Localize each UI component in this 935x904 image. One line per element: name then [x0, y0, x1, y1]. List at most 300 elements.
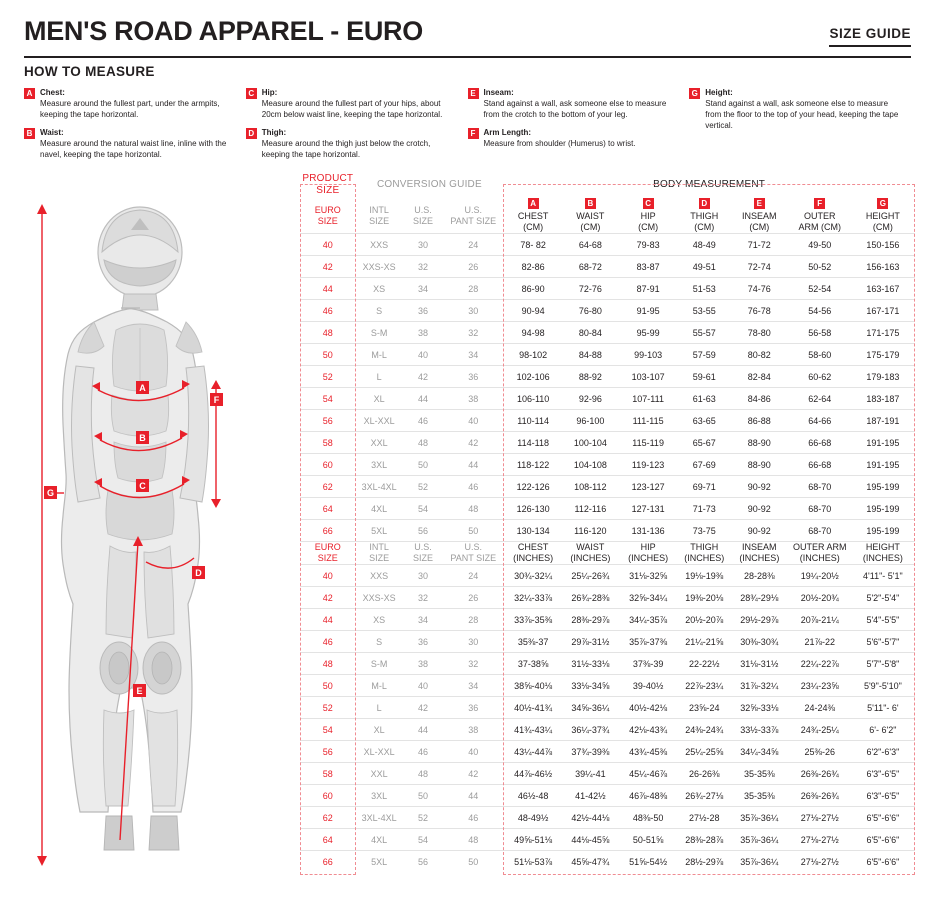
cell-measurement: 53-55: [679, 300, 730, 322]
cell-measurement: 191-195: [851, 454, 915, 476]
cell-measurement: 25¼-25⅝: [679, 741, 730, 763]
cell-measurement: 29⅞-31½: [563, 631, 618, 653]
cell-measurement: 86-88: [730, 410, 789, 432]
cell-measurement: 32¼-33⅞: [503, 587, 563, 609]
measure-text: [262, 87, 456, 120]
cell-conversion: 40: [443, 410, 503, 432]
cell-conversion: 42: [403, 697, 444, 719]
cell-measurement: 90-92: [730, 476, 789, 498]
cell-euro-size: 42: [300, 256, 356, 278]
cm-header-row: [300, 198, 915, 234]
cell-measurement: 64-68: [563, 234, 618, 256]
cell-measurement: 68-70: [789, 476, 851, 498]
cell-measurement: 27⅛-27½: [789, 829, 851, 851]
cell-measurement: 50-52: [789, 256, 851, 278]
cell-euro-size: 40: [300, 565, 356, 587]
cell-measurement: 35-35⅜: [730, 785, 789, 807]
cell-conversion: 44: [403, 719, 444, 741]
letter-badge-g: G: [689, 88, 700, 99]
cell-measurement: 156-163: [851, 256, 915, 278]
header-divider: [24, 56, 911, 58]
cell-conversion: 36: [403, 631, 444, 653]
cell-measurement: 94-98: [503, 322, 563, 344]
cell-measurement: 68-72: [563, 256, 618, 278]
measure-text: [40, 127, 234, 160]
cell-euro-size: 50: [300, 675, 356, 697]
cell-measurement: 167-171: [851, 300, 915, 322]
col-euro-size-in: EURO SIZE: [300, 542, 356, 565]
cell-euro-size: 58: [300, 763, 356, 785]
cell-conversion: 48: [403, 432, 444, 454]
cell-conversion: 38: [443, 719, 503, 741]
cell-conversion: 42: [403, 366, 444, 388]
cell-measurement: 5'4"-5'5": [851, 609, 915, 631]
cell-measurement: 74-76: [730, 278, 789, 300]
cell-measurement: 25¼-26¾: [563, 565, 618, 587]
cell-measurement: 123-127: [618, 476, 679, 498]
cell-measurement: 102-106: [503, 366, 563, 388]
cell-measurement: 28⅜-28⅞: [679, 829, 730, 851]
cell-conversion: 3XL-4XL: [356, 476, 403, 498]
cell-measurement: 48-49: [679, 234, 730, 256]
cell-conversion: 30: [443, 300, 503, 322]
cell-measurement: 179-183: [851, 366, 915, 388]
cell-measurement: 21⅞-22: [789, 631, 851, 653]
table-row: [300, 851, 915, 873]
cell-conversion: 42: [443, 432, 503, 454]
cell-measurement: 88-90: [730, 432, 789, 454]
measure-item: [689, 87, 899, 131]
table-row: [300, 322, 915, 344]
col-us-pant-size-in: U.S. PANT SIZE: [443, 542, 503, 565]
measure-item: [24, 87, 234, 120]
cell-conversion: 48: [403, 763, 444, 785]
letter-badge-b: B: [24, 128, 35, 139]
table-row: [300, 675, 915, 697]
cell-euro-size: 42: [300, 587, 356, 609]
cell-measurement: 119-123: [618, 454, 679, 476]
cell-conversion: 50: [403, 785, 444, 807]
cell-conversion: 34: [443, 675, 503, 697]
table-row: [300, 520, 915, 542]
cell-measurement: 100-104: [563, 432, 618, 454]
cell-measurement: 171-175: [851, 322, 915, 344]
cell-euro-size: 40: [300, 234, 356, 256]
cell-measurement: 35-35⅜: [730, 763, 789, 785]
cell-conversion: 28: [443, 278, 503, 300]
measure-text: [40, 87, 234, 120]
cell-measurement: 68-70: [789, 520, 851, 542]
cell-measurement: 5'2"-5'4": [851, 587, 915, 609]
inch-rows: [300, 565, 915, 873]
cell-measurement: 86-90: [503, 278, 563, 300]
cell-conversion: 48: [443, 498, 503, 520]
cell-conversion: 5XL: [356, 851, 403, 873]
cell-measurement: 115-119: [618, 432, 679, 454]
cell-measurement: 90-92: [730, 498, 789, 520]
marker-a: A: [139, 383, 146, 393]
cell-conversion: XS: [356, 609, 403, 631]
cell-measurement: 27⅛-27½: [789, 851, 851, 873]
table-row: [300, 498, 915, 520]
cell-measurement: 37-38⅝: [503, 653, 563, 675]
cell-measurement: 35⅞-36¼: [730, 851, 789, 873]
cell-conversion: XL-XXL: [356, 741, 403, 763]
cell-measurement: 5'7"-5'8": [851, 653, 915, 675]
cell-euro-size: 58: [300, 432, 356, 454]
group-conversion-guide-label: CONVERSION GUIDE: [376, 179, 482, 190]
cell-measurement: 26-26⅜: [679, 763, 730, 785]
cell-measurement: 20⅞-21¼: [789, 609, 851, 631]
cell-measurement: 87-91: [618, 278, 679, 300]
cell-measurement: 127-131: [618, 498, 679, 520]
cell-conversion: 48: [443, 829, 503, 851]
letter-badge-f: F: [814, 198, 825, 209]
table-row: [300, 234, 915, 256]
cell-measurement: 43¾-45⅜: [618, 741, 679, 763]
size-guide-label: SIZE GUIDE: [829, 26, 911, 47]
measure-desc: Measure around the fullest part, under the armpits, keeping the tape horizontal.: [40, 99, 220, 119]
cell-conversion: 44: [403, 388, 444, 410]
cell-conversion: 5XL: [356, 520, 403, 542]
group-product-size: [300, 172, 356, 198]
cell-measurement: 22⅞-23¼: [679, 675, 730, 697]
cell-measurement: 40½-42⅛: [618, 697, 679, 719]
cell-conversion: 28: [443, 609, 503, 631]
measure-item: [468, 87, 678, 120]
cell-measurement: 19⅜-20⅛: [679, 587, 730, 609]
cell-measurement: 66-68: [789, 432, 851, 454]
cell-conversion: 50: [443, 520, 503, 542]
marker-b: B: [139, 433, 146, 443]
cell-measurement: 52-54: [789, 278, 851, 300]
measure-item: [468, 127, 678, 149]
letter-badge-e: E: [468, 88, 479, 99]
col-outer-arm-cm: F OUTER ARM (CM): [798, 199, 841, 232]
cell-measurement: 41¾-43¼: [503, 719, 563, 741]
cell-measurement: 19⅛-19⅜: [679, 565, 730, 587]
cell-measurement: 46½-48: [503, 785, 563, 807]
cell-measurement: 32⅝-34¼: [618, 587, 679, 609]
cell-conversion: XL: [356, 719, 403, 741]
measure-name: Height:: [705, 88, 733, 97]
measure-desc: Measure around the fullest part of your hips, about 20cm below waist line, keeping the tape horizontal.: [261, 99, 443, 119]
cell-measurement: 51⅝-54½: [618, 851, 679, 873]
table-row: [300, 410, 915, 432]
cell-conversion: S-M: [356, 322, 403, 344]
cell-measurement: 60-62: [789, 366, 851, 388]
letter-badge-b: B: [585, 198, 596, 209]
cell-measurement: 92-96: [563, 388, 618, 410]
cell-measurement: 35⅞-36¼: [730, 829, 789, 851]
cell-measurement: 71-72: [730, 234, 789, 256]
cell-measurement: 26¾-27⅛: [679, 785, 730, 807]
measure-name: Arm Length:: [483, 128, 532, 137]
cell-measurement: 5'9"-5'10": [851, 675, 915, 697]
measure-name: Chest:: [40, 88, 65, 97]
col-inseam-in: INSEAM (INCHES): [730, 542, 789, 565]
cell-measurement: 35⅜-37: [503, 631, 563, 653]
letter-badge-d: D: [246, 128, 257, 139]
col-height-in: HEIGHT (INCHES): [851, 542, 915, 565]
cell-measurement: 38⅝-40⅛: [503, 675, 563, 697]
cell-conversion: L: [356, 366, 403, 388]
cell-euro-size: 48: [300, 322, 356, 344]
cell-measurement: 195-199: [851, 476, 915, 498]
cell-measurement: 33⅛-34⅝: [563, 675, 618, 697]
cell-conversion: XXL: [356, 763, 403, 785]
cell-measurement: 42½-44⅛: [563, 807, 618, 829]
cell-measurement: 25⅜-26: [789, 741, 851, 763]
group-body-measurement: [503, 172, 915, 198]
cell-conversion: 46: [443, 807, 503, 829]
cell-measurement: 90-94: [503, 300, 563, 322]
cell-measurement: 45⅝-47¾: [563, 851, 618, 873]
cell-measurement: 35⅞-36¼: [730, 807, 789, 829]
cell-measurement: 22¼-22⅞: [789, 653, 851, 675]
table-row: [300, 344, 915, 366]
cell-measurement: 69-71: [679, 476, 730, 498]
page-title: MEN'S ROAD APPAREL - EURO: [24, 16, 423, 46]
cell-measurement: 96-100: [563, 410, 618, 432]
measure-desc: Stand against a wall, ask someone else to measure from the floor to the top of your head, keeping the tape vertical.: [705, 99, 899, 130]
cell-measurement: 59-61: [679, 366, 730, 388]
cell-measurement: 23¼-23⅝: [789, 675, 851, 697]
cell-conversion: 4XL: [356, 498, 403, 520]
cell-measurement: 30⅜-30¾: [730, 631, 789, 653]
col-waist-cm: B WAIST (CM): [576, 199, 605, 232]
measurement-figure: [20, 190, 295, 880]
cell-measurement: 35⅞-37⅜: [618, 631, 679, 653]
col-waist-in: WAIST (INCHES): [563, 542, 618, 565]
cell-conversion: 30: [443, 631, 503, 653]
cell-measurement: 150-156: [851, 234, 915, 256]
letter-badge-e: E: [754, 198, 765, 209]
cell-measurement: 6'3"-6'5": [851, 763, 915, 785]
cell-measurement: 131-136: [618, 520, 679, 542]
cm-rows: [300, 234, 915, 542]
cell-euro-size: 48: [300, 653, 356, 675]
letter-badge-a: A: [528, 198, 539, 209]
cell-measurement: 187-191: [851, 410, 915, 432]
cell-measurement: 6'5"-6'6": [851, 829, 915, 851]
cell-conversion: M-L: [356, 675, 403, 697]
cell-measurement: 28¾-29⅛: [730, 587, 789, 609]
cell-measurement: 40½-41¾: [503, 697, 563, 719]
cell-measurement: 36¼-37¾: [563, 719, 618, 741]
measure-name: Hip:: [261, 88, 278, 97]
cell-measurement: 68-70: [789, 498, 851, 520]
table-row: [300, 609, 915, 631]
cell-euro-size: 56: [300, 741, 356, 763]
how-to-measure-section: [24, 64, 911, 167]
cell-measurement: 4'11"- 5'1": [851, 565, 915, 587]
cell-conversion: 4XL: [356, 829, 403, 851]
table-row: [300, 697, 915, 719]
measure-column-1: [24, 87, 246, 167]
cell-measurement: 106-110: [503, 388, 563, 410]
cell-conversion: XL-XXL: [356, 410, 403, 432]
cell-conversion: 36: [443, 697, 503, 719]
cell-measurement: 126-130: [503, 498, 563, 520]
cell-measurement: 66-68: [789, 454, 851, 476]
cell-conversion: 40: [443, 741, 503, 763]
table-row: [300, 587, 915, 609]
cell-measurement: 107-111: [618, 388, 679, 410]
cell-measurement: 33½-33⅞: [730, 719, 789, 741]
cell-conversion: 54: [403, 829, 444, 851]
cell-measurement: 83-87: [618, 256, 679, 278]
cell-conversion: 34: [403, 609, 444, 631]
cell-measurement: 37¾-39⅜: [563, 741, 618, 763]
cell-measurement: 63-65: [679, 410, 730, 432]
cell-conversion: 44: [443, 785, 503, 807]
cell-euro-size: 64: [300, 498, 356, 520]
cell-measurement: 67-69: [679, 454, 730, 476]
cell-euro-size: 52: [300, 366, 356, 388]
cell-conversion: 52: [403, 807, 444, 829]
cell-measurement: 48⅜-50: [618, 807, 679, 829]
cell-measurement: 34¼-35⅞: [618, 609, 679, 631]
cell-conversion: 26: [443, 587, 503, 609]
cell-measurement: 58-60: [789, 344, 851, 366]
table-row: [300, 300, 915, 322]
cell-conversion: XXS-XS: [356, 587, 403, 609]
cell-measurement: 26⅜-26¾: [789, 785, 851, 807]
table-row: [300, 366, 915, 388]
cell-measurement: 24-24⅜: [789, 697, 851, 719]
measure-text: [262, 127, 456, 160]
cell-measurement: 24¾-25¼: [789, 719, 851, 741]
cell-euro-size: 50: [300, 344, 356, 366]
col-euro-size: EURO SIZE: [314, 204, 341, 226]
cell-measurement: 6'- 6'2": [851, 719, 915, 741]
cell-measurement: 6'3"-6'5": [851, 785, 915, 807]
cell-measurement: 62-64: [789, 388, 851, 410]
cell-measurement: 64-66: [789, 410, 851, 432]
cell-measurement: 20½-20⅞: [679, 609, 730, 631]
col-hip-cm: C HIP (CM): [638, 199, 659, 232]
cell-conversion: XL: [356, 388, 403, 410]
cell-measurement: 195-199: [851, 520, 915, 542]
letter-badge-g: G: [877, 198, 888, 209]
table-row: [300, 807, 915, 829]
marker-f: F: [213, 395, 220, 405]
table-row: [300, 741, 915, 763]
col-chest-cm: A CHEST (CM): [517, 199, 549, 232]
measure-desc: Measure around the natural waist line, inline with the navel, keeping the tape horizontal.: [40, 139, 227, 159]
cell-measurement: 31⅞-32¼: [730, 675, 789, 697]
cell-measurement: 22-22½: [679, 653, 730, 675]
cell-measurement: 55-57: [679, 322, 730, 344]
cell-conversion: 38: [403, 322, 444, 344]
cell-measurement: 114-118: [503, 432, 563, 454]
cell-measurement: 46⅞-48⅜: [618, 785, 679, 807]
cell-measurement: 33⅞-35⅜: [503, 609, 563, 631]
cell-measurement: 26¾-28⅜: [563, 587, 618, 609]
col-chest-in: CHEST (INCHES): [503, 542, 563, 565]
letter-badge-d: D: [699, 198, 710, 209]
cell-euro-size: 60: [300, 454, 356, 476]
col-thigh-cm: D THIGH (CM): [690, 199, 719, 232]
cell-euro-size: 46: [300, 631, 356, 653]
cell-measurement: 98-102: [503, 344, 563, 366]
cell-measurement: 43¼-44⅞: [503, 741, 563, 763]
cell-conversion: 46: [403, 410, 444, 432]
cell-measurement: 19¼-20½: [789, 565, 851, 587]
letter-badge-a: A: [24, 88, 35, 99]
col-hip-in: HIP (INCHES): [618, 542, 679, 565]
cell-measurement: 27⅛-27½: [789, 807, 851, 829]
group-conversion-guide: [356, 172, 504, 198]
cell-measurement: 82-86: [503, 256, 563, 278]
cell-measurement: 44⅞-46½: [503, 763, 563, 785]
cell-measurement: 26⅜-26¾: [789, 763, 851, 785]
cell-conversion: 56: [403, 520, 444, 542]
cell-measurement: 34¼-34⅝: [730, 741, 789, 763]
cell-measurement: 37⅜-39: [618, 653, 679, 675]
cell-conversion: 34: [443, 344, 503, 366]
measure-column-3: [468, 87, 690, 156]
measure-column-2: [246, 87, 468, 167]
col-intl-size-in: INTL SIZE: [356, 542, 403, 565]
cell-measurement: 34⅝-36¼: [563, 697, 618, 719]
cell-measurement: 79-83: [618, 234, 679, 256]
cell-measurement: 183-187: [851, 388, 915, 410]
how-to-measure-heading: HOW TO MEASURE: [24, 64, 155, 79]
cell-measurement: 95-99: [618, 322, 679, 344]
cell-measurement: 24⅜-24¾: [679, 719, 730, 741]
cell-measurement: 41-42½: [563, 785, 618, 807]
table-row: [300, 256, 915, 278]
cell-measurement: 48-49½: [503, 807, 563, 829]
letter-badge-f: F: [468, 128, 479, 139]
cell-conversion: 50: [443, 851, 503, 873]
cell-conversion: 32: [443, 653, 503, 675]
cell-measurement: 28½-29⅞: [679, 851, 730, 873]
cell-measurement: 80-84: [563, 322, 618, 344]
cell-measurement: 61-63: [679, 388, 730, 410]
cell-measurement: 88-90: [730, 454, 789, 476]
cell-euro-size: 66: [300, 851, 356, 873]
cell-measurement: 65-67: [679, 432, 730, 454]
measure-desc: Measure from shoulder (Humerus) to wrist.: [483, 139, 636, 148]
cell-conversion: 3XL-4XL: [356, 807, 403, 829]
cell-measurement: 6'5"-6'6": [851, 851, 915, 873]
cell-conversion: 56: [403, 851, 444, 873]
cell-measurement: 57-59: [679, 344, 730, 366]
cell-conversion: 32: [443, 322, 503, 344]
cell-conversion: 46: [443, 476, 503, 498]
cell-conversion: 40: [403, 675, 444, 697]
cell-measurement: 99-103: [618, 344, 679, 366]
cell-conversion: 52: [403, 476, 444, 498]
cell-euro-size: 62: [300, 807, 356, 829]
marker-e: E: [136, 686, 143, 696]
table-row: [300, 653, 915, 675]
cell-measurement: 191-195: [851, 432, 915, 454]
cell-conversion: 3XL: [356, 785, 403, 807]
cell-euro-size: 60: [300, 785, 356, 807]
measure-item: [246, 87, 456, 120]
group-body-measurement-label: BODY MEASUREMENT: [653, 179, 766, 190]
cell-conversion: 42: [443, 763, 503, 785]
group-product-size-label: PRODUCT SIZE: [302, 173, 354, 196]
col-outer-arm-in: OUTER ARM (INCHES): [789, 542, 851, 565]
cell-conversion: 44: [443, 454, 503, 476]
cell-conversion: 38: [403, 653, 444, 675]
letter-badge-c: C: [246, 88, 257, 99]
